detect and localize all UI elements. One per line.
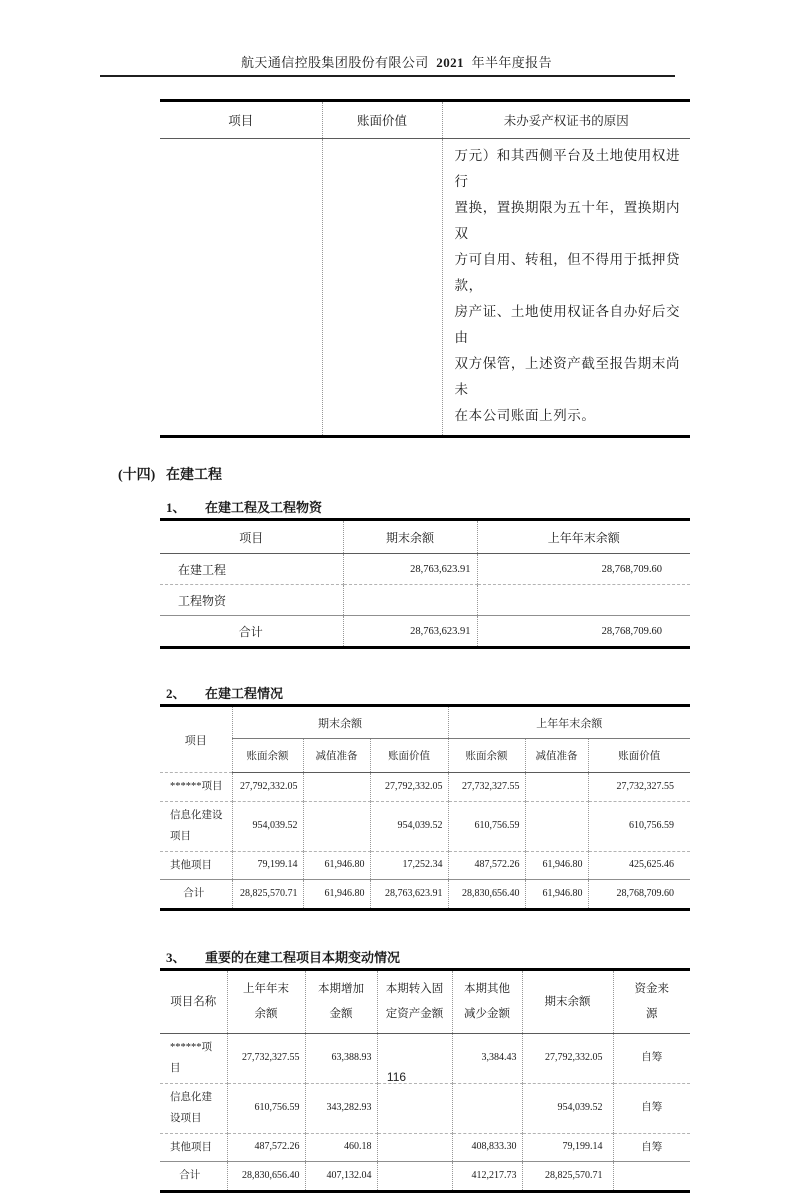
cell: 412,217.73: [452, 1162, 522, 1192]
cell: 610,756.59: [588, 801, 690, 851]
column-header: 资金来 源: [613, 969, 690, 1033]
cell: [377, 1133, 452, 1162]
row-label: 信息化建设项目: [160, 801, 232, 851]
column-header: 账面余额: [448, 739, 525, 773]
subsection-title: 在建工程情况: [205, 686, 284, 701]
carryover-table-header: [160, 101, 690, 139]
table-row: [160, 1162, 690, 1192]
table-row: [160, 880, 690, 910]
table-row: [160, 139, 690, 437]
column-header: 项目: [160, 101, 322, 139]
cell: 27,792,332.05: [232, 773, 303, 802]
table-row: [160, 851, 690, 880]
subsection-title: 重要的在建工程项目本期变动情况: [205, 949, 401, 965]
section-title: 在建工程: [166, 468, 222, 483]
cell: 343,282.93: [305, 1083, 377, 1133]
cell: 28,830,656.40: [227, 1162, 305, 1192]
cell: 61,946.80: [525, 851, 588, 880]
cell: 27,732,327.55: [227, 1033, 305, 1083]
report-year: 2021: [436, 55, 464, 70]
report-type: 年半年度报告: [471, 55, 552, 70]
cell: 63,388.93: [305, 1033, 377, 1083]
column-header: 账面价值: [588, 739, 690, 773]
cell: 28,763,623.91: [343, 554, 477, 585]
cell: [613, 1162, 690, 1192]
cip-summary-table: [160, 518, 690, 649]
cell: 61,946.80: [303, 880, 370, 910]
cell: 28,768,709.60: [477, 616, 690, 648]
cip-detail-header: [160, 706, 690, 773]
subsection-heading-3: [0, 947, 793, 966]
column-header: 本期增加 金额: [305, 969, 377, 1033]
cell: 79,199.14: [232, 851, 303, 880]
reason-text: 万元）和其西侧平台及土地使用权进行 置换，置换期限为五十年，置换期内双 方可自用、转租，但不得用于抵押贷款， 房产证、土地使用权证各自办好后交由 双方保管，上述资产截至报告期末尚未 在本公司账面上列示。: [442, 139, 690, 437]
cell: 61,946.80: [525, 880, 588, 910]
column-group-header: 期末余额: [232, 706, 448, 739]
cell: 自筹: [613, 1083, 690, 1133]
cell: [525, 801, 588, 851]
row-label: 合计: [160, 1162, 227, 1192]
cell: 28,830,656.40: [448, 880, 525, 910]
cell: 自筹: [613, 1133, 690, 1162]
cell: 408,833.30: [452, 1133, 522, 1162]
cell: 954,039.52: [522, 1083, 613, 1133]
section-heading: [0, 464, 793, 484]
subsection-heading-2: [0, 683, 793, 702]
cell: 954,039.52: [232, 801, 303, 851]
cell: 28,768,709.60: [588, 880, 690, 910]
table-row: [160, 554, 690, 585]
row-label: 合计: [160, 616, 343, 648]
cip-changes-header: [160, 969, 690, 1033]
column-header: 减值准备: [525, 739, 588, 773]
cell: 3,384.43: [452, 1033, 522, 1083]
cell: 28,763,623.91: [343, 616, 477, 648]
cell: 28,763,623.91: [370, 880, 448, 910]
column-header: 上年年末余额: [477, 520, 690, 554]
cell: [322, 139, 442, 437]
column-header: 项目: [184, 734, 207, 747]
cell: [477, 585, 690, 616]
cell: 407,132.04: [305, 1162, 377, 1192]
row-label: 信息化建设项目: [160, 1083, 227, 1133]
cip-detail-table: [160, 704, 690, 911]
table-row: [160, 1133, 690, 1162]
cell: [343, 585, 477, 616]
cell: 79,199.14: [522, 1133, 613, 1162]
cell: [303, 801, 370, 851]
cell: 27,792,332.05: [370, 773, 448, 802]
cell: 425,625.46: [588, 851, 690, 880]
cell: 954,039.52: [370, 801, 448, 851]
row-label: 合计: [160, 880, 232, 910]
column-header: 期末余额: [522, 969, 613, 1033]
table-row: [160, 1083, 690, 1133]
row-label: 工程物资: [160, 585, 343, 616]
column-header: 账面价值: [322, 101, 442, 139]
cell: 28,825,570.71: [232, 880, 303, 910]
cell: 自筹: [613, 1033, 690, 1083]
row-label: ******项目: [160, 773, 232, 802]
carryover-table: [160, 99, 690, 438]
column-header: 减值准备: [303, 739, 370, 773]
cell: 61,946.80: [303, 851, 370, 880]
report-company-name: 航天通信控股集团股份有限公司: [241, 55, 429, 70]
row-label: 在建工程: [160, 554, 343, 585]
subsection-title: 在建工程及工程物资: [205, 500, 323, 515]
page-number: 116: [386, 1070, 407, 1084]
cell: [303, 773, 370, 802]
subsection-number: 2、: [166, 686, 186, 701]
subsection-number: 1、: [166, 500, 186, 515]
column-header: 本期其他 减少金额: [452, 969, 522, 1033]
section-number: (十四): [118, 468, 156, 483]
column-header: 项目: [160, 520, 343, 554]
subsection-number: 3、: [166, 949, 186, 965]
row-label: ******项目: [160, 1033, 227, 1083]
row-label: 其他项目: [160, 1133, 227, 1162]
column-header: 未办妥产权证书的原因: [442, 101, 690, 139]
cip-summary-header: [160, 520, 690, 554]
column-header: 项目名称: [160, 969, 227, 1033]
header-rule: [100, 75, 675, 77]
cell: 27,792,332.05: [522, 1033, 613, 1083]
cell: 487,572.26: [227, 1133, 305, 1162]
cell: 28,825,570.71: [522, 1162, 613, 1192]
cell: 28,768,709.60: [477, 554, 690, 585]
cell: [525, 773, 588, 802]
cell: 17,252.34: [370, 851, 448, 880]
column-header: 上年年末 余额: [227, 969, 305, 1033]
column-header: 账面余额: [232, 739, 303, 773]
table-row: [160, 585, 690, 616]
table-row: [160, 801, 690, 851]
column-header: 本期转入固 定资产金额: [377, 969, 452, 1033]
cell: 460.18: [305, 1133, 377, 1162]
table-row: [160, 616, 690, 648]
row-label: 其他项目: [160, 851, 232, 880]
column-header: 账面价值: [370, 739, 448, 773]
cell: [452, 1083, 522, 1133]
cell: 487,572.26: [448, 851, 525, 880]
cell: [377, 1162, 452, 1192]
cell: 610,756.59: [448, 801, 525, 851]
report-header: [0, 0, 793, 71]
cell: [160, 139, 322, 437]
cell: 27,732,327.55: [448, 773, 525, 802]
cell: [377, 1083, 452, 1133]
column-header: 期末余额: [343, 520, 477, 554]
column-group-header: 上年年末余额: [448, 706, 690, 739]
cell: 610,756.59: [227, 1083, 305, 1133]
cell: 27,732,327.55: [588, 773, 690, 802]
subsection-heading-1: [0, 497, 793, 516]
table-row: [160, 773, 690, 802]
